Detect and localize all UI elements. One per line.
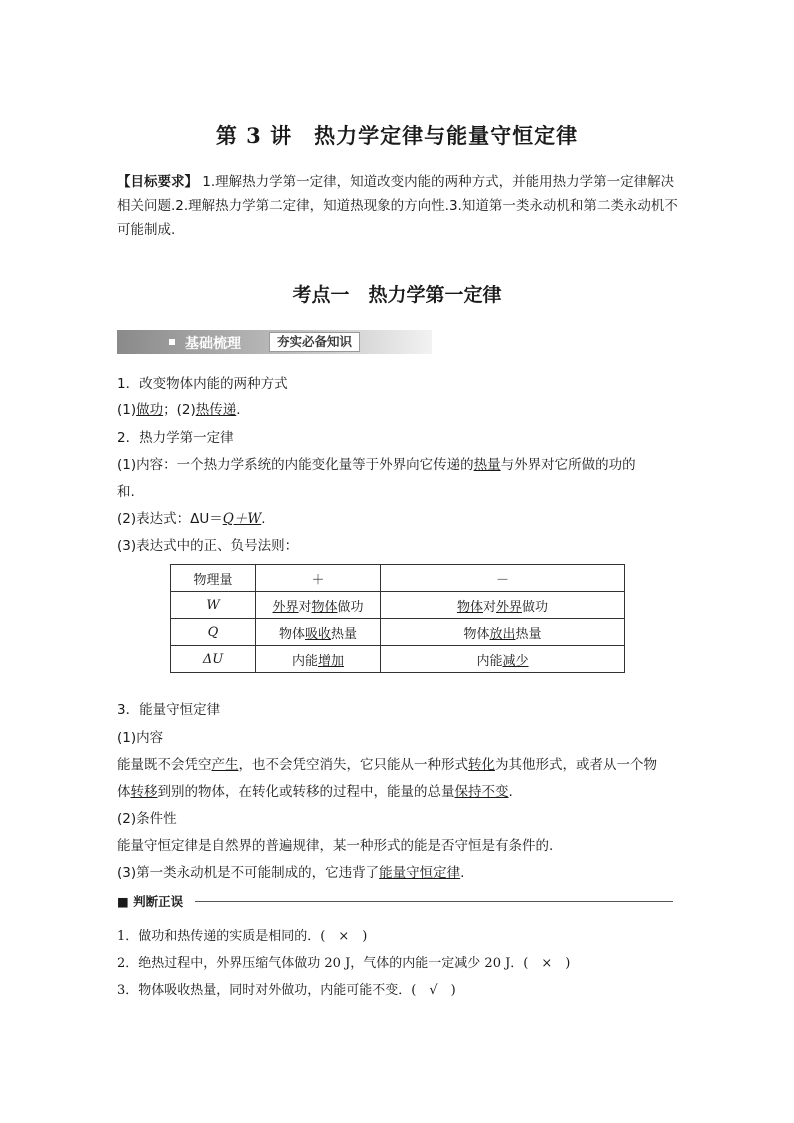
table-cell: Q [171, 619, 256, 646]
table-cell: W [171, 592, 256, 619]
sign-rules-table [170, 564, 625, 673]
goal-text: 1.理解热力学第一定律，知道改变内能的两种方式，并能用热力学第一定律解决相关问题.2.理解热力学第二定律，知道热现象的方向性.3.知道第一类永动机和第二类永动机不可能制成. [117, 174, 678, 238]
item-2-3: (3)表达式中的正、负号法则： [117, 538, 299, 554]
table-cell: 物体吸收热量 [256, 619, 381, 646]
heading-3: 3．能量守恒定律 [117, 702, 221, 718]
judge-item-3: 3．物体吸收热量，同时对外做功，内能可能不变．( √ ) [117, 983, 456, 998]
judge-divider [117, 892, 673, 910]
lecture-title: 第 3 讲 热力学定律与能量守恒定律 [215, 123, 579, 148]
key-term: 热量 [473, 457, 501, 473]
goal-tag: 【目标要求】 [117, 174, 198, 190]
item-3-3: (3)第一类永动机是不可能制成的，它违背了能量守恒定律. [117, 865, 465, 881]
table-cell: ΔU [171, 646, 256, 673]
heading-2: 2．热力学第一定律 [117, 430, 234, 446]
item-1-content: (1)做功；(2)热传递. [117, 402, 241, 418]
item-3-1-line-b: 体转移到别的物体，在转化或转移的过程中，能量的总量保持不变. [117, 784, 513, 800]
section-title: 考点一 热力学第一定律 [292, 284, 502, 306]
item-3-2: (2)条件性 [117, 811, 177, 827]
table-cell: 物体对外界做功 [381, 592, 625, 619]
divider-rule [195, 901, 673, 902]
square-bullet-icon [169, 339, 175, 345]
item-2-2: (2)表达式：ΔU＝Q＋W. [117, 511, 266, 527]
table-header-cell: － [381, 565, 625, 592]
table-row [171, 592, 625, 619]
learning-goals [117, 170, 679, 242]
judge-item-2: 2．绝热过程中，外界压缩气体做功 20 J，气体的内能一定减少 20 J．( × ) [117, 956, 571, 971]
table-cell: 内能增加 [256, 646, 381, 673]
item-2-1: (1)内容：一个热力学系统的内能变化量等于外界向它传递的热量与外界对它所做的功的 [117, 457, 636, 473]
banner-label: 基础梳理 [185, 336, 241, 352]
table-header-cell: 物理量 [171, 565, 256, 592]
table-cell: 内能减少 [381, 646, 625, 673]
heading-1: 1．改变物体内能的两种方式 [117, 376, 288, 392]
key-term: 热传递 [195, 402, 237, 418]
table-cell: 外界对物体做功 [256, 592, 381, 619]
table-row [171, 619, 625, 646]
item-3-1: (1)内容 [117, 730, 164, 746]
banner-tag: 夯实必备知识 [269, 332, 360, 352]
key-term: Q＋W [222, 511, 262, 527]
judge-item-1: 1．做功和热传递的实质是相同的．( × ) [117, 929, 368, 944]
table-header-row [171, 565, 625, 592]
table-header-cell: ＋ [256, 565, 381, 592]
table-cell: 物体放出热量 [381, 619, 625, 646]
item-3-2-text: 能量守恒定律是自然界的普遍规律，某一种形式的能是否守恒是有条件的. [117, 838, 554, 854]
key-term: 做功 [136, 402, 164, 418]
item-2-1-wrap: 和. [117, 484, 135, 500]
section-banner [117, 330, 432, 354]
judge-label: ■ 判断正误 [117, 892, 189, 910]
item-3-1-line-a: 能量既不会凭空产生，也不会凭空消失，它只能从一种形式转化为其他形式，或者从一个物 [117, 757, 657, 773]
table-row [171, 646, 625, 673]
